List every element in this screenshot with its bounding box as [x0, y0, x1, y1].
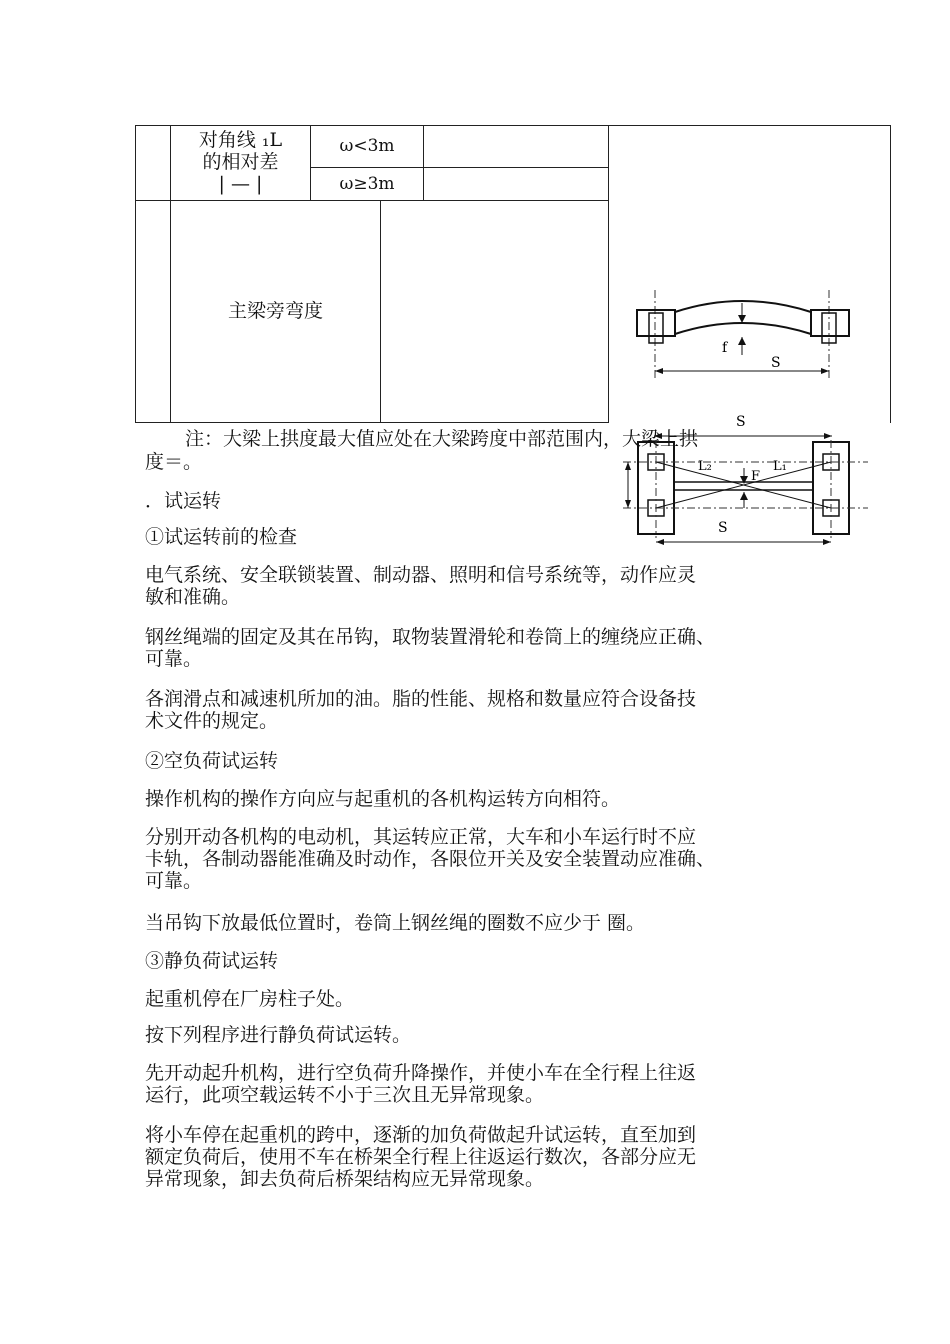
text-line: 可靠。 [145, 648, 203, 670]
text-line: 额定负荷后，使用不车在桥架全行程上往返运行数次，各部分应无 [145, 1146, 697, 1168]
text-line: 电气系统、安全联锁装置、制动器、照明和信号系统等，动作应灵 [145, 564, 697, 586]
condition-ge-3m: ω≥3m [339, 174, 395, 194]
fig2-label-f: F [751, 469, 761, 484]
heading-pre-run-check: ①试运转前的检查 [145, 526, 298, 548]
table-border-top [135, 125, 891, 126]
fig1-label-s: S [771, 355, 781, 371]
diagonal-diff-label-line2: 的相对差 [202, 151, 279, 173]
text-line: 各润滑点和减速机所加的油。脂的性能、规格和数量应符合设备技 [145, 688, 697, 710]
note-line2: 度＝。 [145, 451, 203, 473]
heading-static-load-run: ③静负荷试运转 [145, 950, 279, 972]
paragraph-electrical [145, 564, 835, 608]
table-col-line [380, 200, 381, 423]
paragraph-hook-lowest: 当吊钩下放最低位置时，卷筒上钢丝绳的圈数不应少于 圈。 [145, 912, 646, 934]
fig2-label-s-top: S [736, 414, 746, 430]
heading-no-load-run: ②空负荷试运转 [145, 750, 279, 772]
text-line: 分别开动各机构的电动机，其运转应正常，大车和小车运行时不应 [145, 826, 697, 848]
table-col-line [423, 125, 424, 200]
paragraph-hoist-first [145, 1062, 835, 1106]
fig2-label-l1: L₁ [773, 459, 787, 474]
text-line: 异常现象，卸去负荷后桥架结构应无异常现象。 [145, 1168, 545, 1190]
fig2-label-l2: L₂ [698, 459, 712, 474]
text-line: 可靠。 [145, 870, 203, 892]
paragraph-crane-position: 起重机停在厂房柱子处。 [145, 988, 355, 1010]
table-row-line [135, 200, 608, 201]
text-line: 术文件的规定。 [145, 710, 279, 732]
paragraph-procedure: 按下列程序进行静负荷试运转。 [145, 1024, 412, 1046]
diagonal-diff-label-line1: 对角线 ₁L [198, 129, 283, 151]
text-line: 钢丝绳端的固定及其在吊钩，取物装置滑轮和卷筒上的缠绕应正确、 [145, 626, 716, 648]
fig2-label-s-bottom: S [718, 520, 728, 536]
paragraph-lubrication [145, 688, 835, 732]
text-line: 将小车停在起重机的跨中，逐渐的加负荷做起升试运转，直至加到 [145, 1124, 697, 1146]
table-border-left [135, 125, 136, 423]
fig1-label-f: f [722, 340, 728, 356]
text-line: 敏和准确。 [145, 586, 241, 608]
table-border-right [890, 125, 891, 423]
table-row-line [310, 167, 608, 168]
main-beam-side-bend-label: 主梁旁弯度 [227, 300, 323, 322]
paragraph-motors [145, 826, 835, 892]
table-border-bottom [135, 422, 608, 423]
beam-side-bend-diagram [628, 285, 858, 385]
text-line: 卡轨，各制动器能准确及时动作，各限位开关及安全装置动应准确、 [145, 848, 716, 870]
section-trial-run: ．试运转 [145, 490, 222, 512]
diagonal-diff-label-line3: | — | [218, 173, 263, 195]
note-line1: 注：大梁上拱度最大值应处在大梁跨度中部范围内，大梁上拱 [185, 428, 699, 450]
paragraph-wire-rope [145, 626, 835, 670]
paragraph-load-test [145, 1124, 835, 1190]
text-line: 先开动起升机构，进行空负荷升降操作，并使小车在全行程上往返 [145, 1062, 697, 1084]
diagonal-diff-label [171, 129, 310, 195]
text-line: 运行，此项空载运转不小于三次且无异常现象。 [145, 1084, 545, 1106]
paragraph-operation-direction: 操作机构的操作方向应与起重机的各机构运转方向相符。 [145, 788, 621, 810]
table-col-line [608, 125, 609, 423]
condition-less-3m: ω<3m [339, 136, 395, 156]
